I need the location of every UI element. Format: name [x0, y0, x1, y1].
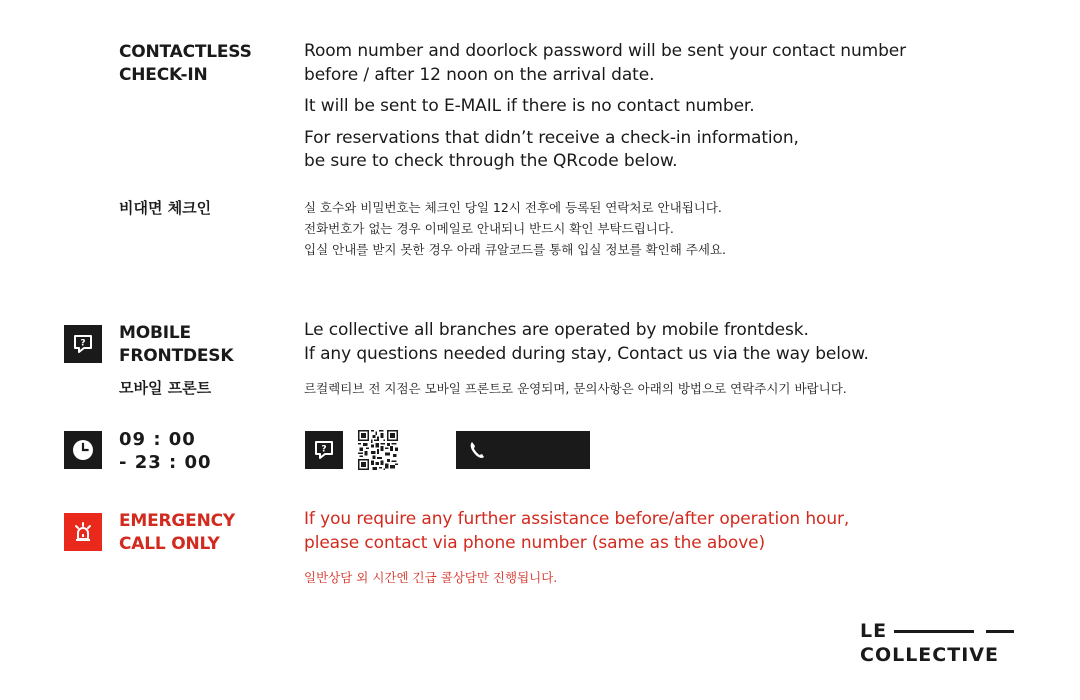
- le-collective-logo: [860, 619, 1014, 667]
- hours-open: 09 : 00: [119, 429, 196, 450]
- phone-icon: [466, 438, 490, 462]
- siren-icon: [64, 513, 102, 551]
- qr-code-icon[interactable]: [358, 430, 398, 474]
- emergency-label-line1: EMERGENCY: [119, 511, 236, 531]
- checkin-label-line2: CHECK-IN: [119, 65, 208, 85]
- checkin-en-line: For reservations that didn’t receive a check-in information,: [304, 127, 799, 148]
- clock-icon: [64, 431, 102, 469]
- emergency-label-line2: CALL ONLY: [119, 534, 220, 554]
- checkin-en-line: It will be sent to E-MAIL if there is no contact number.: [304, 96, 755, 116]
- svg-text:?: ?: [321, 444, 327, 455]
- checkin-en-line: be sure to check through the QRcode below.: [304, 151, 678, 171]
- logo-line1: LE: [860, 620, 888, 642]
- emergency-en-line: please contact via phone number (same as the above): [304, 532, 766, 553]
- frontdesk-label-ko: 모바일 프론트: [119, 379, 212, 397]
- checkin-label: [119, 41, 252, 87]
- checkin-en-line: before / after 12 noon on the arrival date.: [304, 64, 655, 85]
- chat-question-icon: [64, 325, 102, 363]
- logo-bar: [894, 630, 974, 633]
- emergency-en-text: [304, 508, 849, 555]
- emergency-en-line: If you require any further assistance before/after operation hour,: [304, 509, 850, 529]
- emergency-ko-text: 일반상담 외 시간엔 긴급 콜상담만 진행됩니다.: [304, 570, 558, 585]
- frontdesk-label-line2: FRONTDESK: [119, 346, 234, 366]
- svg-text:?: ?: [80, 338, 86, 349]
- checkin-ko-line: 실 호수와 비밀번호는 체크인 당일 12시 전후에 등록된 연락처로 안내됩니다.: [304, 200, 722, 215]
- frontdesk-en-line: If any questions needed during stay, Contact us via the way below.: [304, 343, 869, 364]
- emergency-label: [119, 510, 235, 556]
- hours: [119, 428, 212, 474]
- checkin-label-line1: CONTACTLESS: [119, 42, 252, 62]
- checkin-ko-text: [304, 197, 726, 260]
- hours-close: - 23 : 00: [119, 452, 212, 473]
- chat-question-icon[interactable]: [305, 431, 343, 469]
- phone-number-line1: 1644-: [498, 415, 566, 431]
- checkin-en-line: Room number and doorlock password will be sent your contact number: [304, 41, 907, 61]
- frontdesk-ko-text: 르컬렉티브 전 지점은 모바일 프론트로 운영되며, 문의사항은 아래의 방법으로 연락주시기 바랍니다.: [304, 381, 847, 396]
- frontdesk-label-line1: MOBILE: [119, 323, 191, 343]
- logo-line2: COLLECTIVE: [860, 644, 999, 666]
- checkin-ko-line: 입실 안내를 받지 못한 경우 아래 큐알코드를 통해 입실 정보를 확인해 주세요.: [304, 242, 727, 257]
- checkin-ko-line: 전화번호가 없는 경우 이메일로 안내되니 반드시 확인 부탁드립니다.: [304, 221, 674, 236]
- checkin-en-text: [304, 40, 906, 174]
- checkin-label-ko: 비대면 체크인: [119, 199, 212, 217]
- frontdesk-label: [119, 322, 233, 368]
- frontdesk-en-text: [304, 319, 869, 366]
- phone-number-box[interactable]: [456, 415, 590, 485]
- frontdesk-en-line: Le collective all branches are operated by mobile frontdesk.: [304, 320, 809, 340]
- logo-bar: [986, 630, 1014, 633]
- phone-number-line2: 7694: [511, 469, 566, 485]
- phone-number: [498, 378, 565, 522]
